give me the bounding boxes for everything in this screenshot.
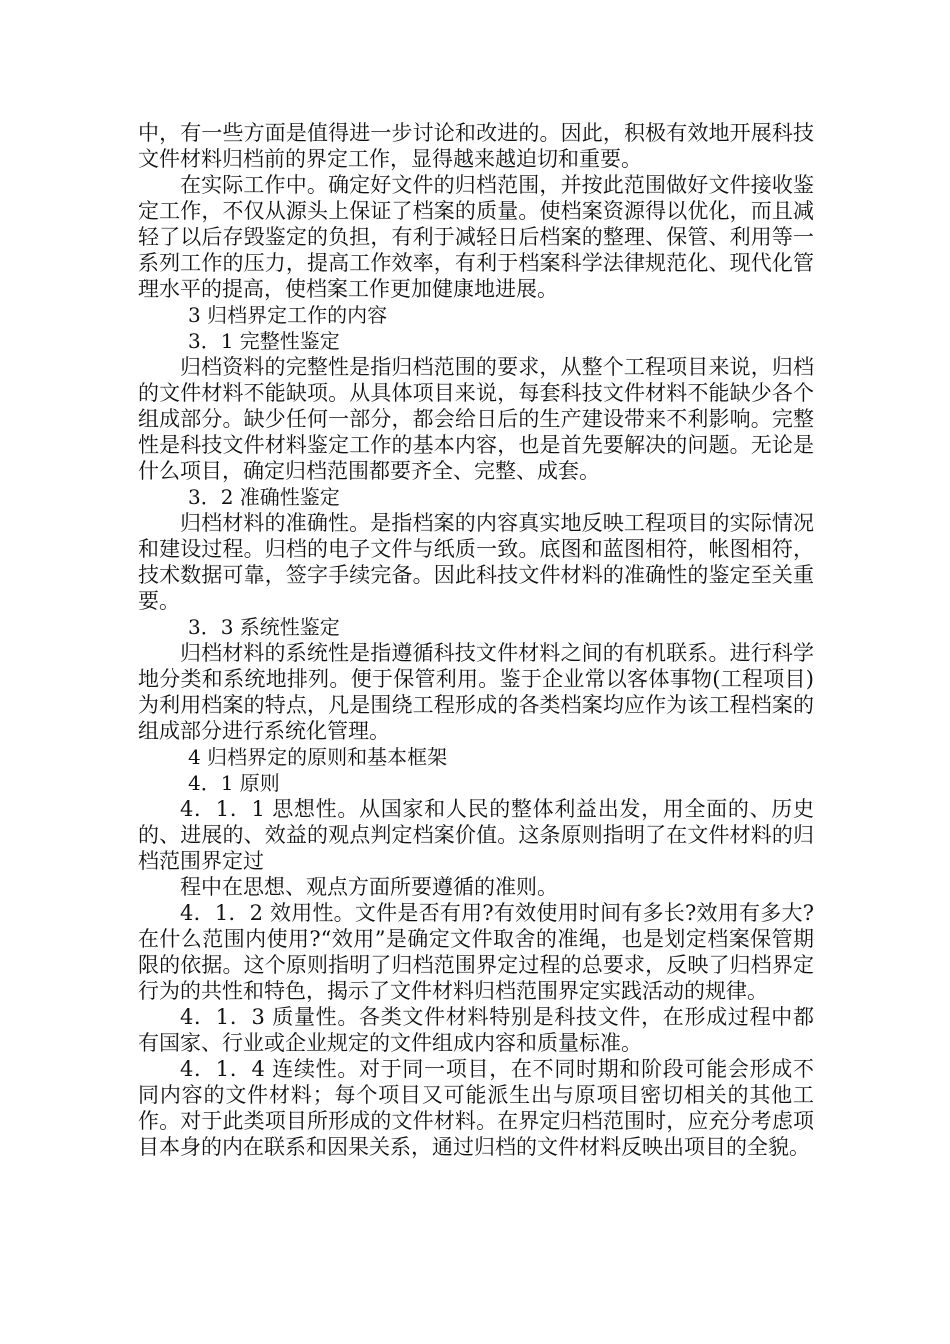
paragraph-principle-ideology: 4．1．1 思想性。从国家和人民的整体利益出发，用全面的、历史的、进展的、效益的观点判定档案价值。这条原则指明了在文件材料的归档范围界定过 [138,797,814,873]
section-heading-3: 3 归档界定工作的内容 [188,303,388,327]
subsection-heading-3-2: 3．2 准确性鉴定 [188,485,340,509]
paragraph-principle-ideology-cont: 程中在思想、观点方面所要遵循的准则。 [180,875,558,899]
paragraph-completeness: 归档资料的完整性是指归档范围的要求，从整个工程项目来说，归档的文件材料不能缺项。从具体项目来说，每套科技文件材料不能缺少各个组成部分。缺少任何一部分，都会给日后的生产建设带来不利影响。完整性是科技文件材料鉴定工作的基本内容，也是首先要解决的问题。无论是什么项目，确定归档范围都要齐全、完整、成套。 [138,355,814,483]
paragraph-intro-continuation: 中，有一些方面是值得进一步讨论和改进的。因此，积极有效地开展科技文件材料归档前的界定工作，显得越来越迫切和重要。 [138,121,814,171]
paragraph-principle-utility: 4．1．2 效用性。文件是否有用?有效使用时间有多长?效用有多大?在什么范围内使用?“效用”是确定文件取舍的准绳，也是划定档案保管期限的依据。这个原则指明了归档范围界定过程的总要求，反映了归档界定行为的共性和特色，揭示了文件材料归档范围界定实践活动的规律。 [138,901,814,1003]
paragraph-principle-continuity: 4．1．4 连续性。对于同一项目，在不同时期和阶段可能会形成不同内容的文件材料；每个项目又可能派生出与原项目密切相关的其他工作。对于此类项目所形成的文件材料。在界定归档范围时，应充分考虑项目本身的内在联系和因果关系，通过归档的文件材料反映出项目的全貌。 [138,1057,814,1159]
paragraph-accuracy: 归档材料的准确性。是指档案的内容真实地反映工程项目的实际情况和建设过程。归档的电子文件与纸质一致。底图和蓝图相符，帐图相符，技术数据可靠，签字手续完备。因此科技文件材料的准确性的鉴定至关重要。 [138,511,814,613]
section-heading-4: 4 归档界定的原则和基本框架 [188,745,448,769]
paragraph-principle-quality: 4．1．3 质量性。各类文件材料特别是科技文件，在形成过程中都有国家、行业或企业规定的文件组成内容和质量标准。 [138,1005,814,1055]
subsection-heading-3-3: 3．3 系统性鉴定 [188,615,340,639]
document-page [138,120,814,1160]
paragraph-practical-work: 在实际工作中。确定好文件的归档范围，并按此范围做好文件接收鉴定工作，不仅从源头上保证了档案的质量。使档案资源得以优化，而且减轻了以后存毁鉴定的负担，有利于减轻日后档案的整理、保管、利用等一系列工作的压力，提高工作效率，有利于档案科学法律规范化、现代化管理水平的提高，使档案工作更加健康地进展。 [138,173,814,301]
paragraph-systematic: 归档材料的系统性是指遵循科技文件材料之间的有机联系。进行科学地分类和系统地排列。便于保管利用。鉴于企业常以客体事物(工程项目)为利用档案的特点，凡是围绕工程形成的各类档案均应作为该工程档案的组成部分进行系统化管理。 [138,641,814,743]
subsection-heading-3-1: 3．1 完整性鉴定 [188,329,340,353]
subsection-heading-4-1: 4．1 原则 [188,771,280,795]
